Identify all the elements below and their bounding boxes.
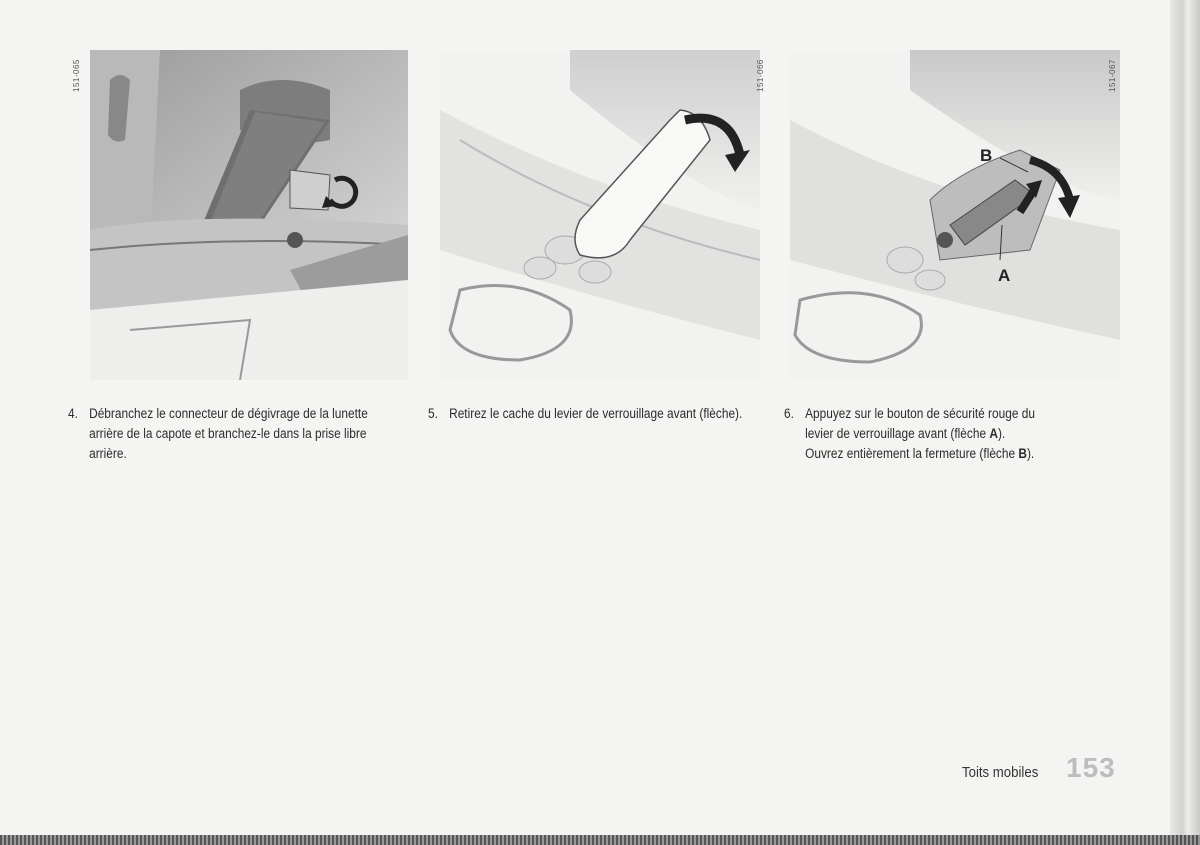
text-fragment: ).	[1026, 446, 1035, 461]
step-text: Retirez le cache du levier de verrouillage avant (flèche).	[449, 406, 743, 421]
page-number: 153	[1066, 752, 1116, 783]
figure-code: 151-067	[1108, 59, 1117, 92]
step-text-line	[805, 444, 1139, 464]
figure-code: 151-065	[72, 59, 81, 92]
step-number: 4.	[68, 406, 78, 421]
step-number: 6.	[784, 406, 794, 421]
figure-lock-release	[790, 50, 1120, 380]
label-a: A	[998, 266, 1011, 285]
label-b: B	[980, 146, 993, 165]
step-text: Débranchez le connecteur de dégivrage de la lunette arrière de la capote et branchez-le dans la prise libre arrière.	[89, 406, 368, 461]
text-fragment: Ouvrez entièrement la fermeture (flèche	[805, 446, 1019, 461]
figure-code: 151-066	[756, 59, 765, 92]
page-edge	[1170, 0, 1200, 845]
seatbelt-connector-illustration	[90, 50, 408, 380]
step-text-line: Appuyez sur le bouton de sécurité rouge du	[805, 406, 1035, 421]
label-a-ref: A	[989, 426, 998, 441]
section-title: Toits mobiles	[962, 764, 1039, 781]
text-fragment: ).	[997, 426, 1006, 441]
step-text	[805, 404, 1139, 464]
label-b-ref: B	[1018, 446, 1027, 461]
lock-cover-illustration	[440, 50, 760, 380]
lock-release-illustration	[790, 50, 1120, 380]
figure-seatbelt-connector	[90, 50, 408, 380]
step-number: 5.	[428, 406, 438, 421]
text-fragment: levier de verrouillage avant (flèche	[805, 426, 990, 441]
page-bottom-edge	[0, 835, 1200, 845]
step-text-line	[805, 424, 1139, 444]
figure-lock-cover	[440, 50, 760, 380]
